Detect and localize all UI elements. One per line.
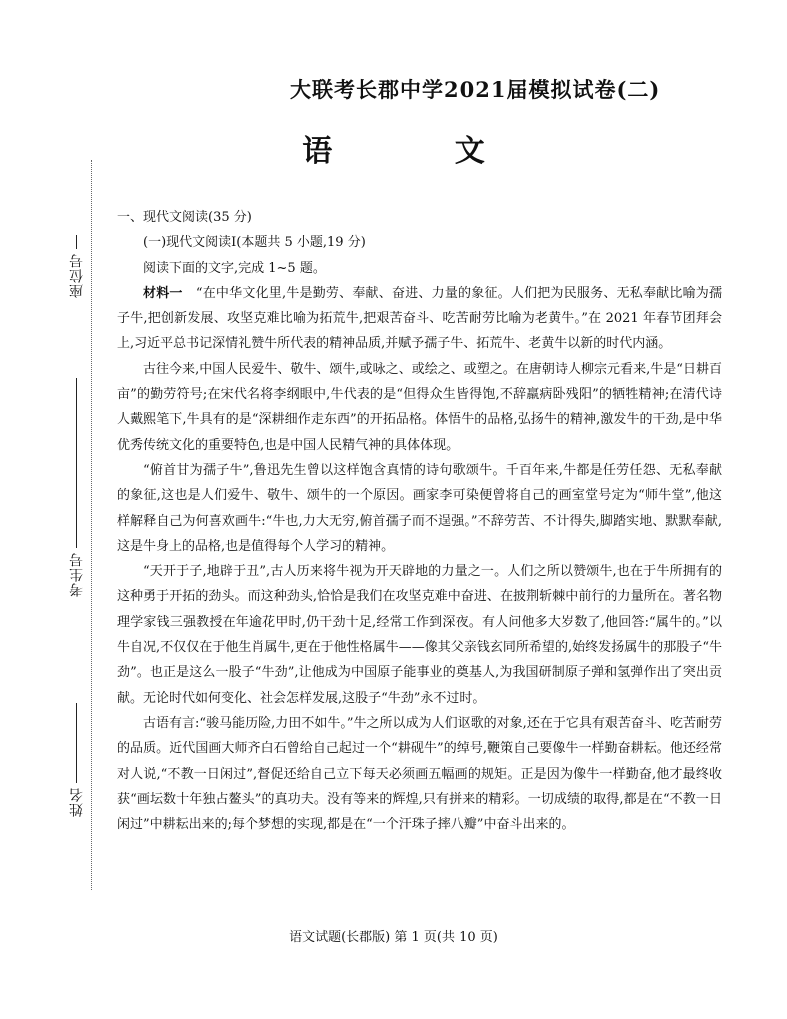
section-heading: 一、现代文阅读(35 分) bbox=[117, 210, 252, 225]
material-label: 材料一 bbox=[143, 285, 183, 301]
paragraph: 古语有言:“骏马能历险,力田不如牛。”牛之所以成为人们讴歌的对象,还在于它具有艰苦奋斗、吃苦耐劳的品质。近代国画大师齐白石曾给自己起过一个“耕砚牛”的绰号,鞭策自己要像牛一样勤奋耕耘。他还经常对人说,“不教一日闲过”,督促还给自己立下每天必须画五幅画的规矩。正是因为像牛一样勤奋,他才最终收获“画坛数十年独占鳌头”的真功夫。没有等来的辉煌,只有拼来的精彩。一切成绩的取得,都是在“不教一日闲过”中耕耘出来的;每个梦想的实现,都是在“一个汗珠子摔八瓣”中奋斗出来的。 bbox=[117, 715, 722, 833]
instruction-text: 阅读下面的文字,完成 1~5 题。 bbox=[143, 260, 326, 276]
exam-title: 大联考长郡中学2021届模拟试卷(二) bbox=[290, 77, 661, 102]
seat-number-field bbox=[62, 228, 92, 298]
name-label: 姓名 bbox=[69, 787, 85, 817]
paragraph: “天开于子,地辟于丑”,古人历来将牛视为开天辟地的力量之一。人们之所以赞颂牛,也在于牛所拥有的这种勇于开拓的劲头。而这种劲头,恰恰是我们在攻坚克难中奋进、在披荆斩棘中前行的力量所在。著名物理学家钱三强教授在年逾花甲时,仍干劲十足,经常工作到深夜。有人问他多大岁数了,他回答:“属牛的。”以牛自况,不仅仅在于他生肖属牛,更在于他性格属牛——像其父亲钱玄同所希望的,始终发扬属牛的那股子“牛劲”。也正是这么一股子“牛劲”,让他成为中国原子能事业的奠基人,为我国研制原子弹和氢弹作出了突出贡献。无论时代如何变化、社会怎样发展,这股子“牛劲”永不过时。 bbox=[117, 564, 722, 706]
exam-number-label: 考生号 bbox=[69, 552, 85, 597]
paragraph-text: “在中华文化里,牛是勤劳、奉献、奋进、力量的象征。人们把为民服务、无私奉献比喻为孺子牛,把创新发展、攻坚克难比喻为拓荒牛,把艰苦奋斗、吃苦耐劳比喻为老黄牛。”在 2021 年春节团拜会上,习近平总书记深情礼赞牛所代表的精神品质,并赋予孺子牛、拓荒牛、老黄牛以新的时代内涵。 bbox=[117, 285, 722, 352]
subject-title: 语 文 bbox=[302, 134, 541, 169]
seat-number-blank bbox=[77, 235, 78, 249]
subsection-heading: (一)现代文阅读Ⅰ(本题共 5 小题,19 分) bbox=[143, 235, 366, 251]
seat-number-label: 座位号 bbox=[69, 253, 85, 298]
name-field bbox=[62, 697, 92, 817]
paragraph bbox=[117, 281, 722, 357]
page-footer: 语文试题(长郡版) 第 1 页(共 10 页) bbox=[289, 930, 498, 945]
paragraph: 古往今来,中国人民爱牛、敬牛、颂牛,或咏之、或绘之、或塑之。在唐朝诗人柳宗元看来,牛是“日耕百亩”的勤劳符号;在宋代名将李纲眼中,牛代表的是“但得众生皆得饱,不辞羸病卧残阳”的牺牲精神;在清代诗人戴熙笔下,牛具有的是“深耕细作走东西”的开拓品格。体悟牛的品格,弘扬牛的精神,激发牛的干劲,是中华优秀传统文化的重要特色,也是中国人民精气神的具体体现。 bbox=[117, 361, 722, 453]
exam-number-field bbox=[62, 375, 92, 597]
reading-section bbox=[117, 205, 722, 837]
name-blank bbox=[77, 703, 78, 783]
paragraph: “俯首甘为孺子牛”,鲁迅先生曾以这样饱含真情的诗句歌颂牛。千百年来,牛都是任劳任怨、无私奉献的象征,这也是人们爱牛、敬牛、颂牛的一个原因。画家李可染便曾将自己的画室堂号定为“师牛堂”,他这样解释自己为何喜欢画牛:“牛也,力大无穷,俯首孺子而不逞强。”不辞劳苦、不计得失,脚踏实地、默默奉献,这是牛身上的品格,也是值得每个人学习的精神。 bbox=[117, 462, 722, 554]
exam-number-blank bbox=[77, 378, 78, 548]
